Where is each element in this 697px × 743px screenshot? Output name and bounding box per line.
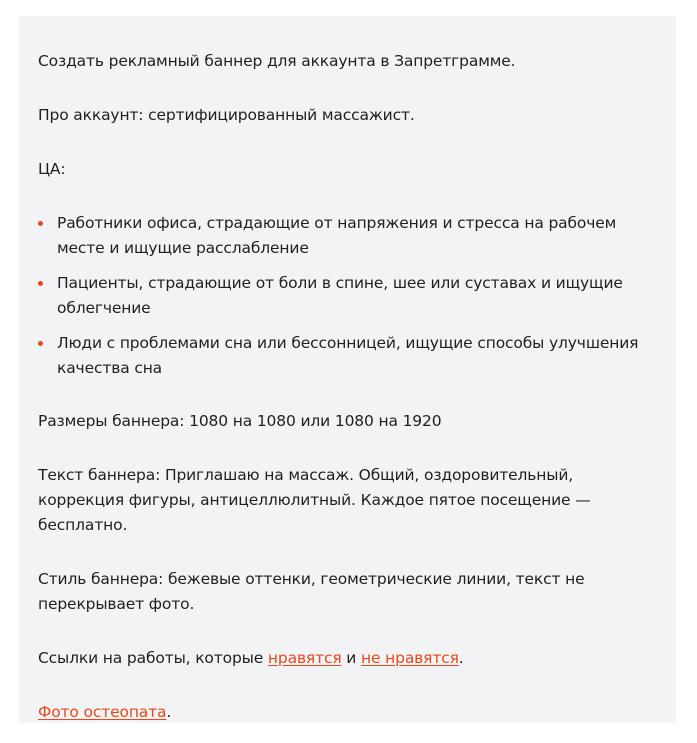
- brief-card: [19, 16, 676, 723]
- links-end: .: [458, 649, 464, 667]
- audience-heading: ЦА:: [38, 160, 66, 178]
- liked-works-link[interactable]: нравятся: [267, 649, 342, 667]
- links-paragraph: [38, 646, 656, 671]
- style-text: Стиль баннера: бежевые оттенки, геометрические линии, текст не перекрывает фото.: [38, 570, 585, 613]
- list-item-text: Пациенты, страдающие от боли в спине, шее или суставах и ищущие облегчение: [57, 274, 623, 317]
- links-prefix: Ссылки на работы, которые: [38, 649, 268, 667]
- list-item-text: Люди с проблемами сна или бессонницей, ищущие способы улучшения качества сна: [57, 334, 639, 377]
- list-item: [38, 331, 657, 381]
- sizes-text: Размеры баннера: 1080 на 1080 или 1080 на 1920: [38, 412, 442, 430]
- osteopath-photo-link[interactable]: Фото остеопата: [38, 703, 167, 721]
- bullet-icon: [38, 341, 43, 346]
- about-text: Про аккаунт: сертифицированный массажист.: [38, 106, 415, 124]
- bullet-icon: [38, 281, 43, 286]
- disliked-works-link[interactable]: не нравятся: [361, 649, 459, 667]
- bullet-icon: [38, 221, 43, 226]
- photo-paragraph: [38, 700, 656, 725]
- audience-list: [38, 211, 656, 381]
- list-item: [38, 271, 657, 321]
- banner-text: Текст баннера: Приглашаю на массаж. Общий, оздоровительный, коррекция фигуры, антицеллюлитный. Каждое пятое посещение — бесплатно.: [38, 466, 591, 534]
- list-item: [38, 211, 657, 261]
- photo-end: .: [166, 703, 172, 721]
- intro-text: Создать рекламный баннер для аккаунта в Запретграмме.: [38, 52, 516, 70]
- links-and: и: [341, 649, 362, 667]
- list-item-text: Работники офиса, страдающие от напряжения и стресса на рабочем месте и ищущие расслабление: [57, 214, 617, 257]
